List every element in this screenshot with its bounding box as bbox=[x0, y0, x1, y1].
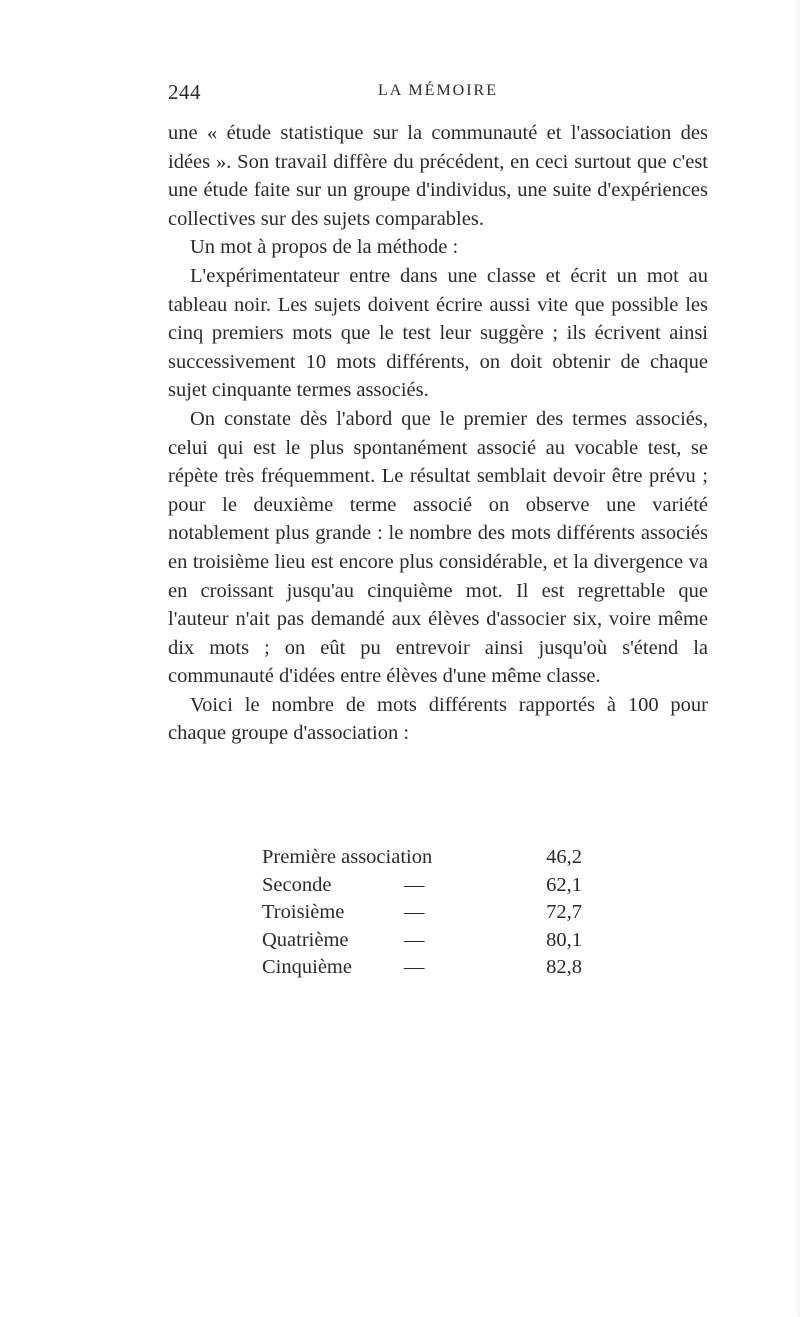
stat-row bbox=[262, 954, 582, 982]
stat-value: 82,8 bbox=[546, 956, 582, 978]
page-header bbox=[168, 80, 708, 110]
body-text bbox=[168, 119, 708, 748]
stat-value: 46,2 bbox=[546, 846, 582, 868]
stat-dash: — bbox=[404, 901, 425, 923]
page-edge-shadow bbox=[794, 0, 800, 1317]
stat-row bbox=[262, 844, 582, 872]
stat-row bbox=[262, 927, 582, 955]
stat-label: Première association bbox=[262, 846, 433, 868]
paragraph-intro: une « étude statistique sur la communauté et l'association des idées ». Son travail diffère du précédent, en ceci surtout que c'est une étude faite sur un groupe d'individus, une suite d'expériences collectives sur des sujets comparables. bbox=[168, 122, 708, 230]
running-title: LA MÉMOIRE bbox=[378, 82, 498, 99]
stat-row bbox=[262, 872, 582, 900]
stat-value: 80,1 bbox=[546, 928, 582, 951]
stat-dash: — bbox=[404, 873, 425, 896]
stat-value: 72,7 bbox=[546, 901, 582, 923]
paragraph-method-heading: Un mot à propos de la méthode : bbox=[190, 236, 459, 259]
stat-label: Troisième bbox=[262, 901, 345, 923]
stat-dash: — bbox=[404, 956, 425, 978]
paragraph-table-intro: Voici le nombre de mots différents rapportés à 100 pour chaque groupe d'association : bbox=[168, 693, 708, 745]
stat-label: Seconde bbox=[262, 873, 332, 896]
stat-label: Cinquième bbox=[262, 956, 352, 978]
stat-value: 62,1 bbox=[546, 873, 582, 896]
stat-dash: — bbox=[404, 928, 425, 951]
stat-label: Quatrième bbox=[262, 928, 349, 951]
stat-row bbox=[262, 899, 582, 927]
paragraph-method: L'expérimentateur entre dans une classe et écrit un mot au tableau noir. Les sujets doivent écrire aussi vite que possible les cinq premiers mots que le test leur suggère ; ils écrivent ainsi successivement 10 mots différents, on doit obtenir de chaque sujet cinquante termes associés. bbox=[168, 264, 708, 402]
paragraph-observation: On constate dès l'abord que le premier des termes associés, celui qui est le plus spontanément associé au vocable test, se répète très fréquemment. Le résultat semblait devoir être prévu ; pour le deuxième terme associé on observe une variété notablement plus grande : le nombre des mots différents associés en troisième lieu est encore plus considérable, et la divergence va en croissant jusqu'au cinquième mot. Il est regrettable que l'auteur n'ait pas demandé aux élèves d'associer six, voire même dix mots ; on eût pu entrevoir ainsi jusqu'où s'étend la communauté d'idées entre élèves d'une même classe. bbox=[168, 407, 708, 688]
page-number: 244 bbox=[168, 80, 201, 104]
association-stats-table bbox=[262, 844, 582, 982]
